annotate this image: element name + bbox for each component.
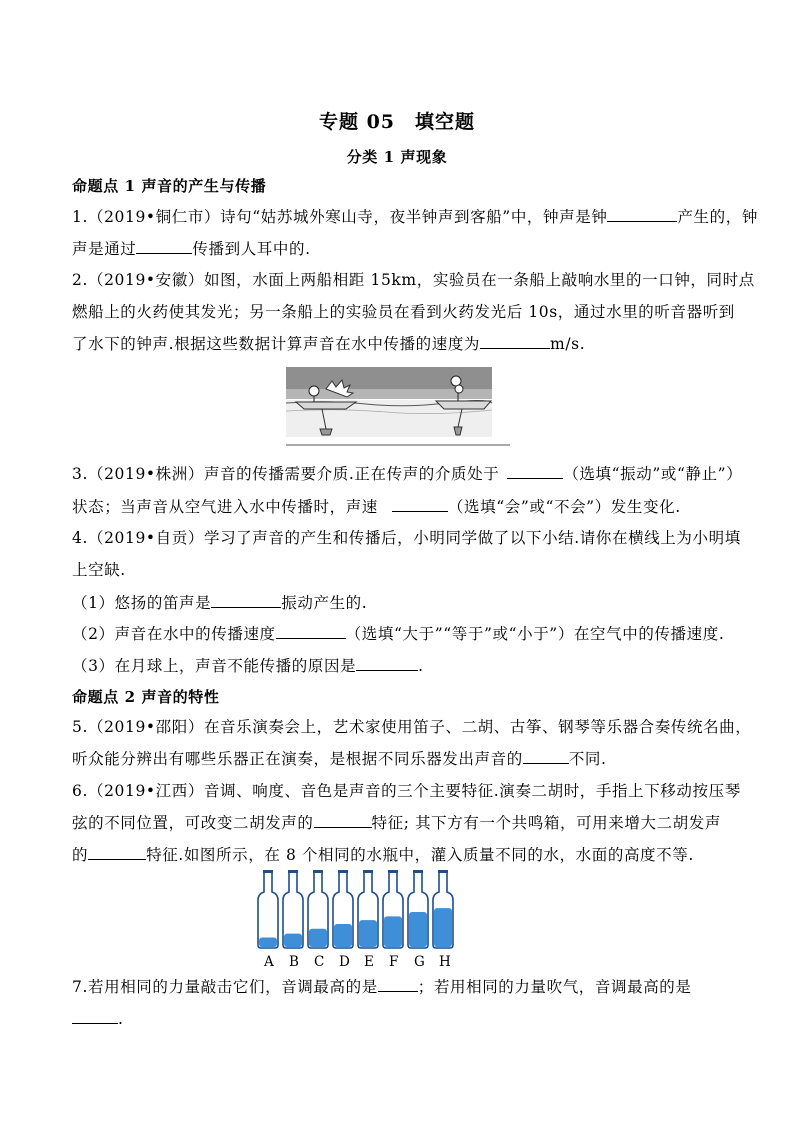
q7-text-a: 7.若用相同的力量敲击它们，音调最高的是 <box>72 978 378 996</box>
q4-blank-1[interactable] <box>211 592 281 608</box>
q2-text-a: 了水下的钟声.根据这些数据计算声音在水中传播的速度为 <box>72 335 481 353</box>
q4-s2-text-a: （2）声音在水中的传播速度 <box>72 625 276 643</box>
bottle-cap-D <box>338 870 348 873</box>
question-4-sub-3 <box>72 655 424 676</box>
bottle-water-E <box>359 920 377 947</box>
q4-blank-3[interactable] <box>356 655 418 671</box>
question-6-line-1: 6.（2019•江西）音调、响度、音色是声音的三个主要特征.演奏二胡时，手指上下移动按压琴 <box>72 782 741 800</box>
q3-text-a: 3.（2019•株洲）声音的传播需要介质.正在传声的介质处于 <box>72 465 500 483</box>
q6-text-c: 的 <box>72 846 89 864</box>
question-2-line-2: 燃船上的火药使其发光；另一条船上的实验员在看到火药发光后 10s，通过水里的听音器听到 <box>72 303 735 321</box>
bottle-label-F: F <box>389 954 399 970</box>
q6-text-b: 特征; 其下方有一个共鸣箱，可用来增大二胡发声 <box>371 814 721 832</box>
bottle-water-F <box>384 916 402 947</box>
bottle-label-C: C <box>314 954 325 970</box>
q7-blank-2[interactable] <box>72 1008 118 1024</box>
q7-blank-1[interactable] <box>378 976 418 992</box>
q2-blank-1[interactable] <box>480 333 550 349</box>
bottle-D <box>333 870 353 948</box>
q6-blank-2[interactable] <box>88 844 146 860</box>
q1-blank-2[interactable] <box>136 238 192 254</box>
bottle-outline-A <box>258 872 278 948</box>
q2-text-b: m/s. <box>550 335 586 353</box>
section-heading-1: 命题点 1 声音的产生与传播 <box>72 177 267 195</box>
bottle-water-C <box>309 929 327 947</box>
bottle-cap-G <box>413 870 423 873</box>
q7-text-b: ；若用相同的力量吹气，音调最高的是 <box>417 978 692 996</box>
question-1-line-2 <box>72 238 311 259</box>
q1-text-d: 传播到人耳中的. <box>192 240 311 258</box>
q3-blank-2[interactable] <box>392 496 448 512</box>
q5-text-b: 不同. <box>568 750 607 768</box>
q1-text-c: 声是通过 <box>72 240 137 258</box>
section-heading-2: 命题点 2 声音的特性 <box>72 688 220 706</box>
bottle-B <box>283 870 303 948</box>
bottle-E <box>358 870 378 948</box>
question-6-line-2 <box>72 812 721 833</box>
q3-text-c: 状态；当声音从空气进入水中传播时，声速 <box>72 498 378 516</box>
q1-blank-1[interactable] <box>607 206 677 222</box>
question-3-line-2 <box>72 496 681 517</box>
q4-s1-text-a: （1）悠扬的笛声是 <box>72 594 212 612</box>
q7-text-c: . <box>118 1010 124 1028</box>
page-subtitle: 分类 1 声现象 <box>346 148 448 166</box>
q6-text-d: 特征.如图所示，在 8 个相同的水瓶中，灌入质量不同的水，水面的高度不等. <box>146 846 694 864</box>
bottle-cap-B <box>288 870 298 873</box>
bottle-label-D: D <box>339 954 350 970</box>
bottle-water-G <box>409 912 427 947</box>
question-3-line-1 <box>72 463 742 484</box>
question-4-line-1: 4.（2019•自贡）学习了声音的产生和传播后，小明同学做了以下小结.请你在横线上为小明填 <box>72 529 741 547</box>
question-7-line-1 <box>72 976 692 997</box>
question-1-line-1 <box>72 206 758 227</box>
question-4-line-2: 上空缺. <box>72 561 126 579</box>
bottle-A <box>258 870 278 948</box>
bottle-F <box>383 870 403 948</box>
q1-text-b: 产生的，钟 <box>677 208 758 226</box>
q5-blank-1[interactable] <box>523 748 569 764</box>
bottle-label-A: A <box>264 954 274 970</box>
bottle-water-A <box>259 937 277 947</box>
bottle-H <box>433 870 453 948</box>
q6-blank-1[interactable] <box>314 812 372 828</box>
water-bottles-figure <box>252 868 462 950</box>
bottle-label-B: B <box>289 954 299 970</box>
bottle-cap-F <box>388 870 398 873</box>
q4-s3-text-a: （3）在月球上，声音不能传播的原因是 <box>72 657 357 675</box>
bottle-label-G: G <box>414 954 425 970</box>
boats-figure <box>286 367 512 447</box>
q1-text-a: 1.（2019•铜仁市）诗句“姑苏城外寒山寺，夜半钟声到客船”中，钟声是钟 <box>72 208 608 226</box>
bottle-C <box>308 870 328 948</box>
question-4-sub-1 <box>72 592 367 613</box>
bottle-cap-C <box>313 870 323 873</box>
question-4-sub-2 <box>72 623 724 644</box>
bottle-cap-E <box>363 870 373 873</box>
q6-text-a: 弦的不同位置，可改变二胡发声的 <box>72 814 314 832</box>
bottle-water-H <box>434 908 452 947</box>
question-5-line-1: 5.（2019•邵阳）在音乐演奏会上，艺术家使用笛子、二胡、古筝、钢琴等乐器合奏传统名曲， <box>72 718 752 736</box>
q4-s2-text-b: （选填“大于”“等于”或“小于”）在空气中的传播速度. <box>345 625 725 643</box>
q3-text-b: （选填“振动”或“静止”） <box>563 465 743 483</box>
bottle-label-E: E <box>364 954 374 970</box>
bottle-label-H: H <box>439 954 451 970</box>
bottle-cap-A <box>263 870 273 873</box>
page-title: 专题 05 填空题 <box>318 111 476 133</box>
q4-s1-text-b: 振动产生的. <box>281 594 368 612</box>
question-5-line-2 <box>72 748 607 769</box>
q4-s3-text-b: . <box>418 657 424 675</box>
q4-blank-2[interactable] <box>276 623 346 639</box>
question-2-line-3 <box>72 333 585 354</box>
q3-text-d: （选填“会”或“不会”）发生变化. <box>447 498 681 516</box>
bottle-G <box>408 870 428 948</box>
bottle-water-B <box>284 934 302 947</box>
q3-blank-1[interactable] <box>507 463 563 479</box>
question-7-line-2 <box>72 1008 124 1029</box>
question-6-line-3 <box>72 844 694 865</box>
bottle-cap-H <box>438 870 448 873</box>
bottle-water-D <box>334 924 352 947</box>
q5-text-a: 听众能分辨出有哪些乐器正在演奏，是根据不同乐器发出声音的 <box>72 750 523 768</box>
question-2-line-1: 2.（2019•安徽）如图，水面上两船相距 15km，实验员在一条船上敲响水里的一口钟，同时点 <box>72 271 755 289</box>
